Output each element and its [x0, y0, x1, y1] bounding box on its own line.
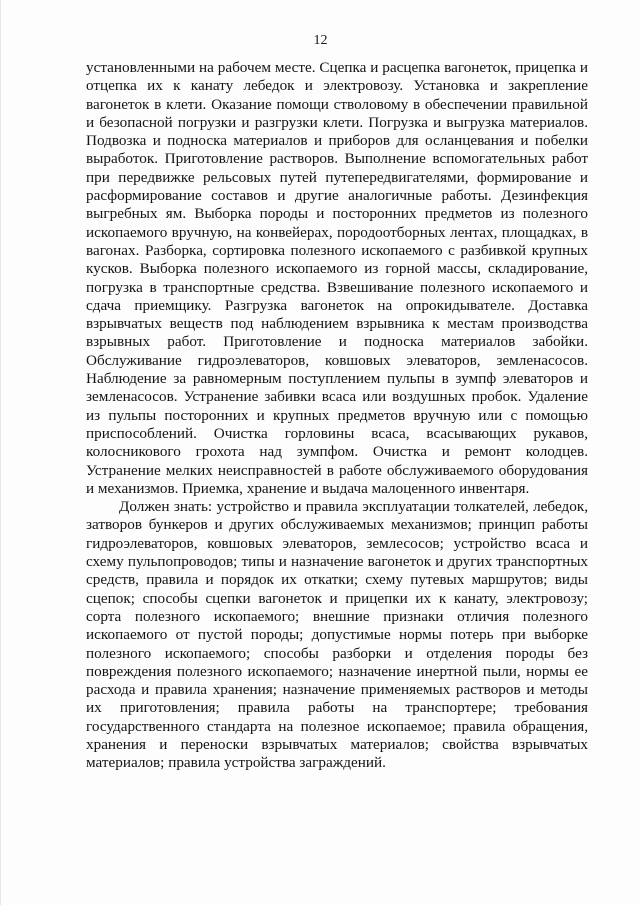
- document-body: [86, 59, 588, 773]
- paragraph-duties: установленными на рабочем месте. Сцепка и расцепка вагонеток, прицепка и отцепка их к канату лебедок и электровозу. Установка и закрепление вагонеток в клети. Оказание помощи стволовому в обеспечении правильной и безопасной погрузки и разгрузки клети. Погрузка и выгрузка материалов. Подвозка и подноска материалов и приборов для осланцевания и побелки выработок. Приготовление растворов. Выполнение вспомогательных работ при передвижке рельсовых путей путепередвигателями, формирование и расформирование составов и другие аналогичные работы. Дезинфекция выгребных ям. Выборка породы и посторонних предметов из полезного ископаемого вручную, на конвейерах, породоотборных лентах, площадках, в вагонах. Разборка, сортировка полезного ископаемого с разбивкой крупных кусков. Выборка полезного ископаемого из горной массы, складирование, погрузка в транспортные средства. Взвешивание полезного ископаемого и сдача приемщику. Разгрузка вагонеток на опрокидывателе. Доставка взрывчатых веществ под наблюдением взрывника к местам производства взрывных работ. Приготовление и подноска материалов забойки. Обслуживание гидроэлеваторов, ковшовых элеваторов, земленасосов. Наблюдение за равномерным поступлением пульпы в зумпф элеваторов и земленасосов. Устранение забивки всаса или воздушных пробок. Удаление из пульпы посторонних и крупных предметов вручную или с помощью приспособлений. Очистка горловины всаса, всасывающих рукавов, колосникового грохота над зумпфом. Очистка и ремонт колодцев. Устранение мелких неисправностей в работе обслуживаемого оборудования и механизмов. Приемка, хранение и выдача малоценного инвентаря.: [86, 59, 588, 497]
- page-number: 12: [313, 33, 328, 48]
- paragraph-must-know: Должен знать: устройство и правила эксплуатации толкателей, лебедок, затворов бункеров и других обслуживаемых механизмов; принцип работы гидроэлеваторов, ковшовых элеваторов, землесосов; устройство всаса и схему пульпопроводов; типы и назначение вагонеток и других транспортных средств, правила и порядок их откатки; схему путевых маршрутов; виды сцепок; способы сцепки вагонеток и прицепки их к канату, электровозу; сорта полезного ископаемого; внешние признаки отличия полезного ископаемого от пустой породы; допустимые нормы потерь при выборке полезного ископаемого; способы разборки и отделения породы без повреждения полезного ископаемого; назначение инертной пыли, нормы ее расхода и правила хранения; назначение применяемых растворов и методы их приготовления; правила работы на транспортере; требования государственного стандарта на полезное ископаемое; правила обращения, хранения и переноски взрывчатых материалов; свойства взрывчатых материалов; правила устройства заграждений.: [86, 498, 588, 772]
